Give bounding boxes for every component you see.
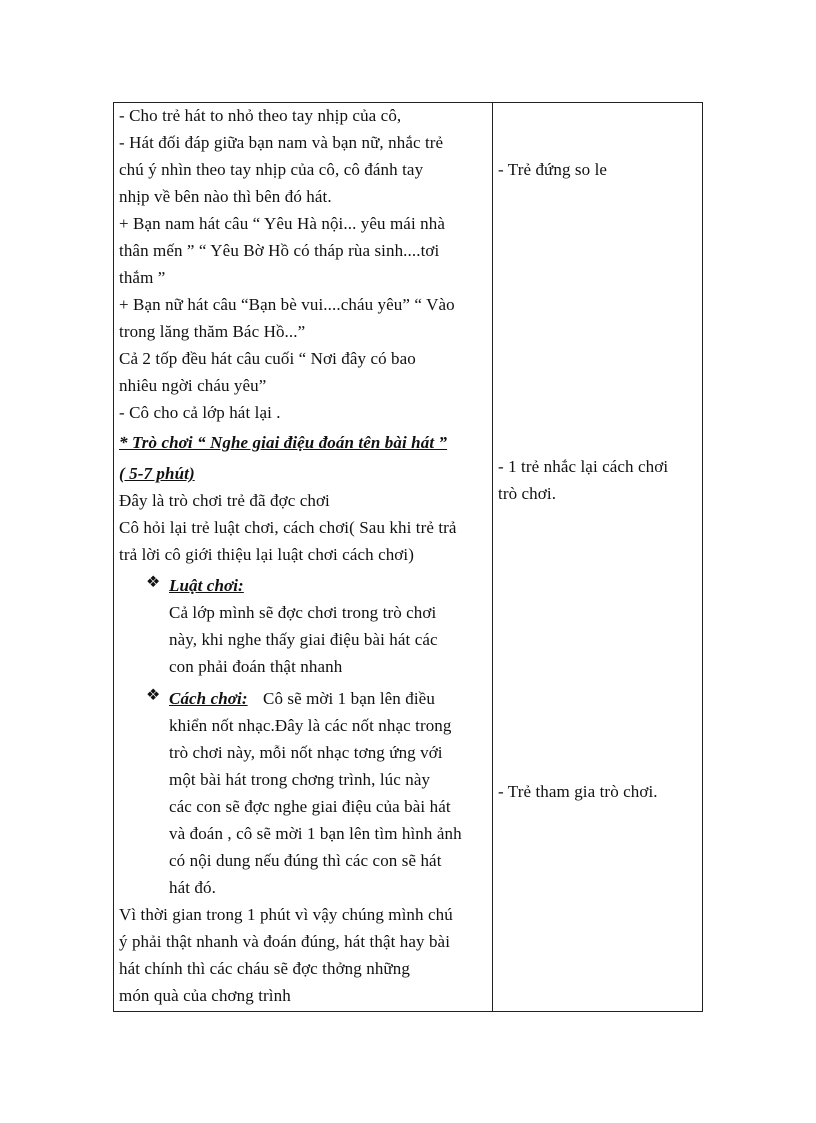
rules-line: Cả lớp mình sẽ đợc chơi trong trò chơi: [169, 603, 437, 622]
game-intro-line: trả lời cô giới thiệu lại luật chơi cách chơi): [119, 545, 414, 564]
game-duration: ( 5-7 phút): [119, 464, 195, 483]
activity-line: trò chơi.: [498, 484, 557, 503]
howto-line: trò chơi này, mỗi nốt nhạc tơng ứng với: [169, 743, 443, 762]
howto-line: hát đó.: [169, 878, 216, 897]
howto-line: và đoán , cô sẽ mời 1 bạn lên tìm hình ảnh: [169, 824, 462, 843]
left-line: nhiêu ngời cháu yêu”: [119, 376, 267, 395]
howto-heading: Cách chơi:: [169, 689, 248, 708]
left-line: thân mến ” “ Yêu Bờ Hồ có tháp rùa sinh....tơi: [119, 241, 440, 260]
left-line: Cả 2 tốp đều hát câu cuối “ Nơi đây có bao: [119, 349, 416, 368]
diamond-bullet-icon: ❖: [146, 687, 161, 704]
game-intro-line: Đây là trò chơi trẻ đã đợc chơi: [119, 491, 330, 510]
activity-line: - Trẻ đứng so le: [498, 160, 608, 179]
howto-line: có nội dung nếu đúng thì các con sẽ hát: [169, 851, 442, 870]
closing-line: Vì thời gian trong 1 phút vì vậy chúng mình chú: [119, 905, 453, 924]
activity-line: - Trẻ tham gia trò chơi.: [498, 782, 658, 801]
howto-line: khiển nốt nhạc.Đây là các nốt nhạc trong: [169, 716, 452, 735]
rules-line: này, khi nghe thấy giai điệu bài hát các: [169, 630, 438, 649]
activity-line: - 1 trẻ nhắc lại cách chơi: [498, 457, 669, 476]
left-line: + Bạn nữ hát câu “Bạn bè vui....cháu yêu” “ Vào: [119, 295, 455, 314]
closing-line: món quà của chơng trình: [119, 986, 291, 1005]
left-line: thắm ”: [119, 268, 166, 287]
left-line: nhịp về bên nào thì bên đó hát.: [119, 187, 332, 206]
left-line: + Bạn nam hát câu “ Yêu Hà nội... yêu mái nhà: [119, 214, 445, 233]
howto-first-line: Cô sẽ mời 1 bạn lên điều: [263, 689, 435, 708]
left-line: chú ý nhìn theo tay nhịp của cô, cô đánh tay: [119, 160, 424, 179]
diamond-bullet-icon: ❖: [146, 574, 161, 591]
rules-line: con phải đoán thật nhanh: [169, 657, 343, 676]
howto-line: các con sẽ đợc nghe giai điệu của bài hát: [169, 797, 451, 816]
game-intro-line: Cô hỏi lại trẻ luật chơi, cách chơi( Sau khi trẻ trả: [119, 518, 457, 537]
left-line: - Hát đối đáp giữa bạn nam và bạn nữ, nhắc trẻ: [119, 133, 444, 152]
rules-heading: Luật chơi:: [169, 576, 244, 595]
closing-line: hát chính thì các cháu sẽ đợc thởng những: [119, 959, 410, 978]
howto-line: một bài hát trong chơng trình, lúc này: [169, 770, 431, 789]
left-line: trong lăng thăm Bác Hồ...”: [119, 322, 306, 341]
game-title: * Trò chơi “ Nghe giai điệu đoán tên bài hát ”: [119, 433, 448, 452]
closing-line: ý phải thật nhanh và đoán đúng, hát thật hay bài: [119, 932, 451, 951]
left-line: - Cô cho cả lớp hát lại .: [119, 403, 281, 422]
lesson-table: [113, 102, 703, 1012]
left-line: - Cho trẻ hát to nhỏ theo tay nhịp của cô,: [119, 106, 402, 125]
column-divider: [492, 103, 493, 1011]
